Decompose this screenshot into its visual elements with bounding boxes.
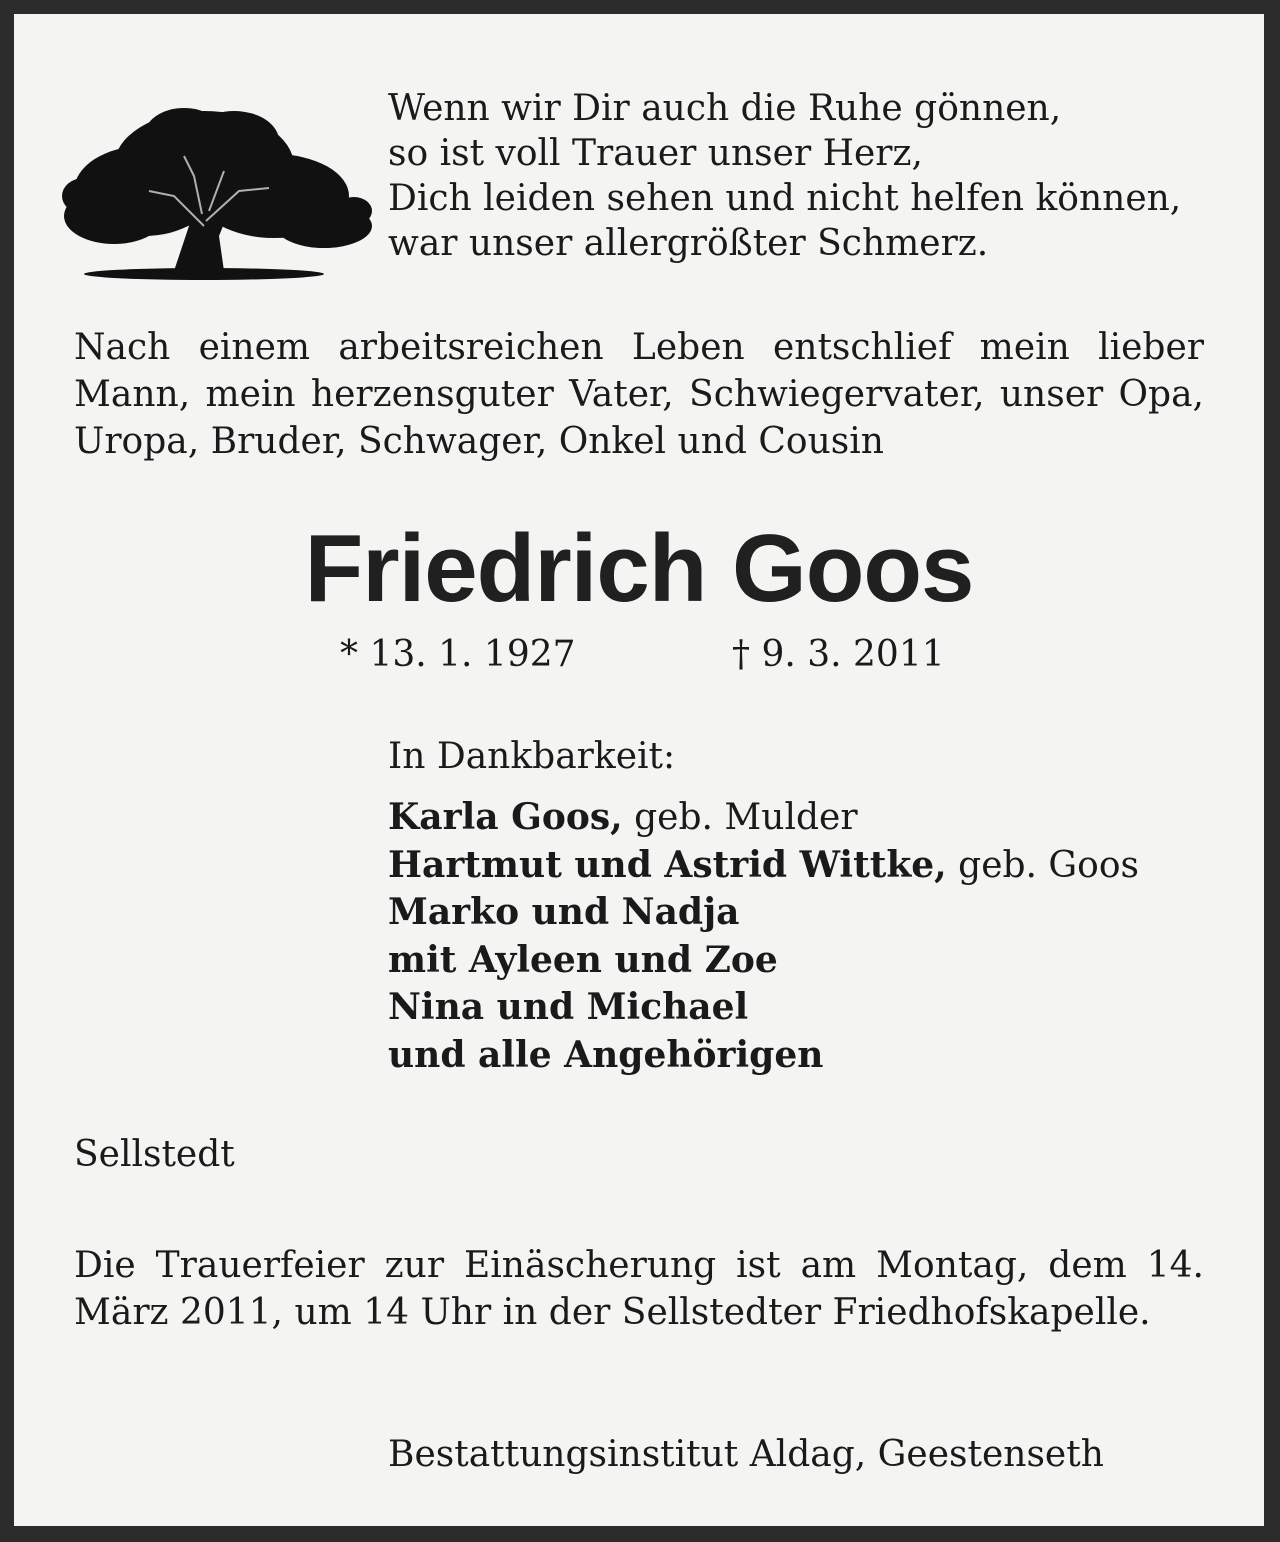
signer-name: und alle Angehörigen bbox=[388, 1033, 824, 1076]
signer-line bbox=[388, 889, 1139, 937]
signer-line bbox=[388, 1032, 1139, 1080]
signer-line bbox=[388, 794, 1139, 842]
intro-text: Nach einem arbeitsreichen Leben entschlief mein lieber Mann, mein herzensguter Vater, Schwiegervater, unser Opa, Uropa, Bruder, Schwager, Onkel und Cousin bbox=[74, 327, 1204, 462]
obituary-notice bbox=[14, 14, 1264, 1526]
thanks-label: In Dankbarkeit: bbox=[388, 736, 676, 777]
signer-name: Karla Goos, bbox=[388, 796, 623, 838]
signer-name: mit Ayleen und Zoe bbox=[388, 938, 778, 981]
signer-line bbox=[388, 984, 1139, 1032]
signer-name: Marko und Nadja bbox=[388, 891, 740, 933]
signer-line bbox=[388, 937, 1139, 985]
birth-date: * 13. 1. 1927 bbox=[340, 634, 576, 675]
poem-line: Dich leiden sehen und nicht helfen können, bbox=[388, 178, 1182, 219]
signers-list bbox=[388, 794, 1139, 1079]
signer-note: geb. Goos bbox=[946, 844, 1140, 886]
signer-note: geb. Mulder bbox=[622, 797, 858, 838]
ceremony-text: Die Trauerfeier zur Einäscherung ist am Montag, dem 14. März 2011, um 14 Uhr in der Sellstedter Friedhofskapelle. bbox=[74, 1245, 1204, 1333]
undertaker: Bestattungsinstitut Aldag, Geestenseth bbox=[388, 1434, 1104, 1475]
tree-icon bbox=[54, 96, 374, 286]
signer-name: Hartmut und Astrid Wittke, bbox=[388, 843, 947, 886]
poem-line: war unser allergrößter Schmerz. bbox=[388, 223, 989, 264]
death-date: † 9. 3. 2011 bbox=[732, 634, 945, 675]
deceased-name: Friedrich Goos bbox=[304, 515, 974, 622]
signer-line bbox=[388, 842, 1139, 890]
poem-line: Wenn wir Dir auch die Ruhe gönnen, bbox=[388, 88, 1062, 129]
poem bbox=[388, 86, 1181, 266]
poem-line: so ist voll Trauer unser Herz, bbox=[388, 133, 923, 174]
place: Sellstedt bbox=[74, 1134, 235, 1175]
signer-name: Nina und Michael bbox=[388, 986, 749, 1028]
